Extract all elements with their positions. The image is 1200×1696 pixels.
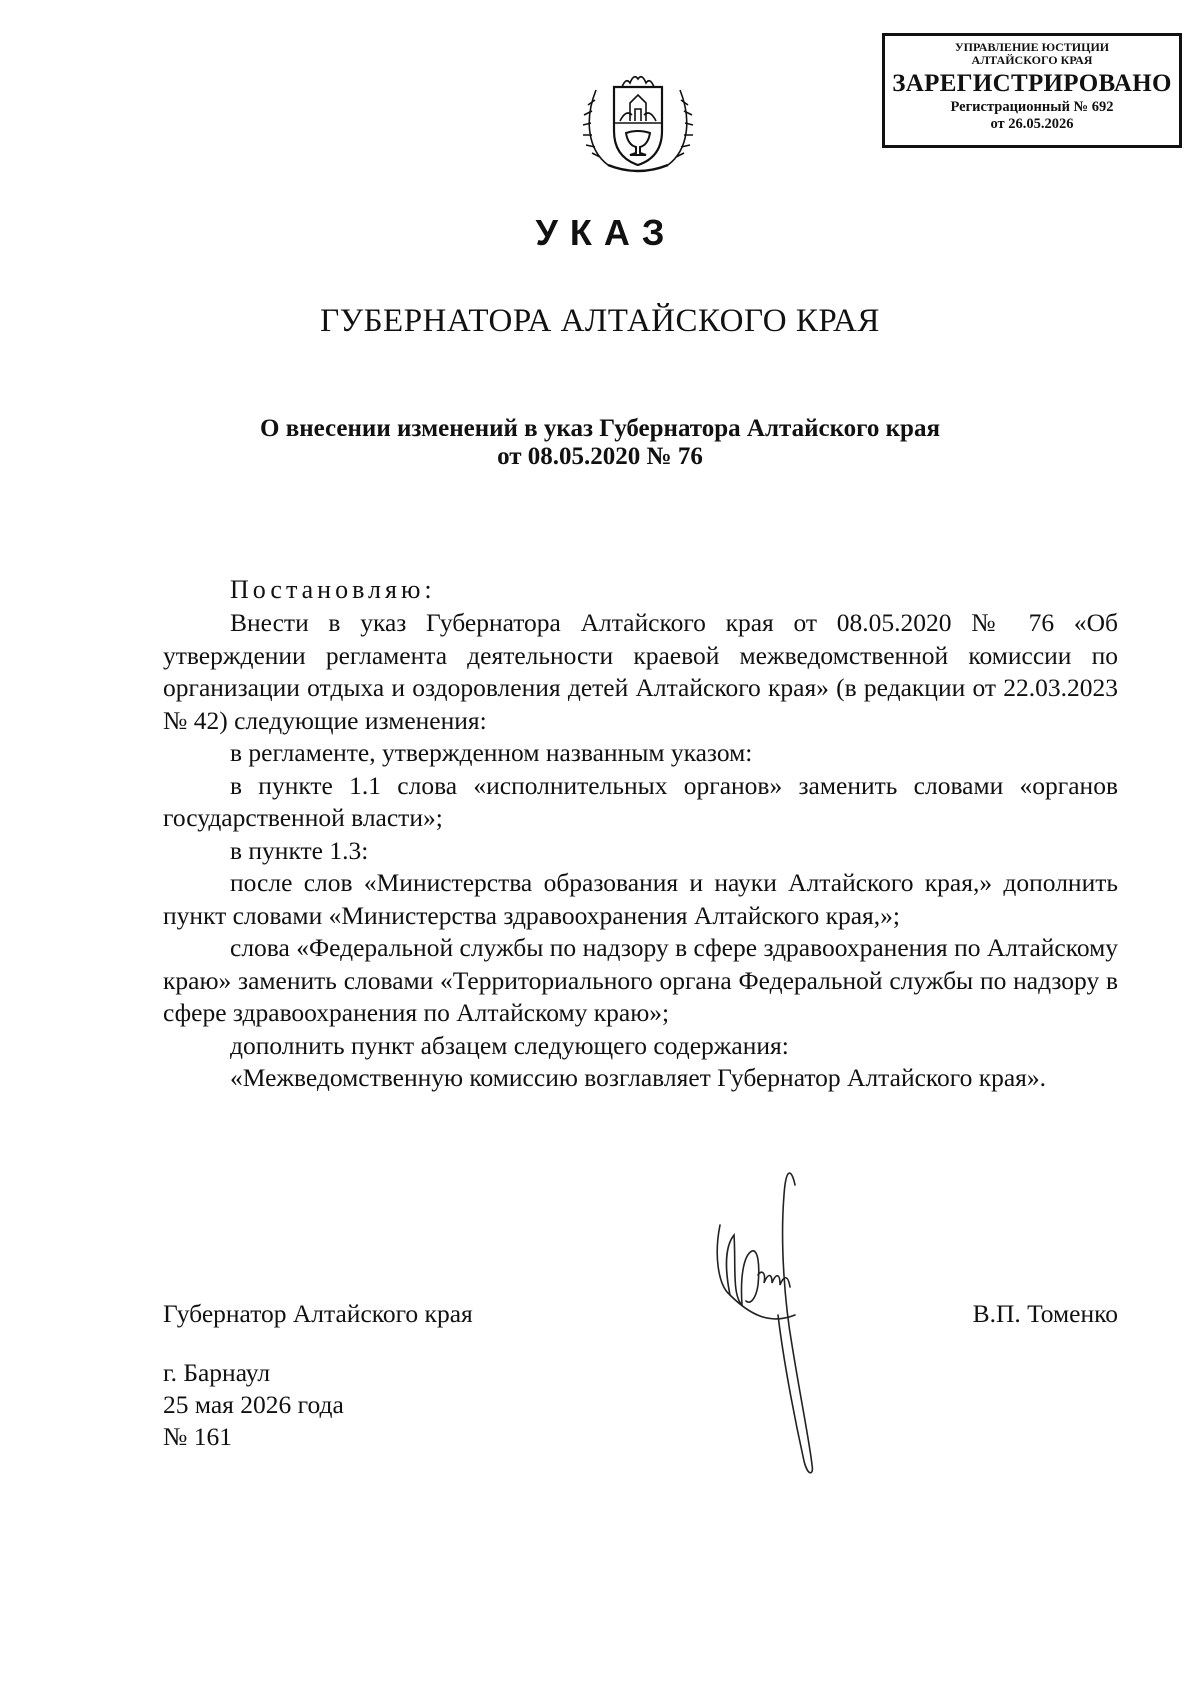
document-subject — [0, 415, 1200, 471]
resolve-heading: Постановляю: — [230, 575, 436, 604]
footer-number: № 161 — [163, 1422, 232, 1451]
document-footer — [163, 1357, 344, 1453]
stamp-reg-date: от 26.05.2026 — [990, 116, 1074, 132]
body-paragraph: в пункте 1.3: — [230, 835, 369, 865]
handwritten-signature-icon — [700, 1165, 870, 1485]
stamp-org-line2: АЛТАЙСКОГО КРАЯ — [971, 53, 1093, 67]
body-paragraph: дополнить пункт абзацем следующего содержания: — [230, 1030, 789, 1060]
registration-stamp — [882, 33, 1182, 148]
stamp-org — [885, 41, 1179, 67]
issuer-title: ГУБЕРНАТОРА АЛТАЙСКОГО КРАЯ — [320, 303, 880, 339]
document-body — [163, 607, 1118, 1095]
body-paragraph: после слов «Министерства образования и науки Алтайского края,» дополнить пункт словами «Министерства здравоохранения Алтайского края,»; — [163, 868, 1118, 930]
stamp-reg-number: Регистрационный № 692 — [950, 99, 1114, 115]
body-paragraph: Внести в указ Губернатора Алтайского края от 08.05.2020 № 76 «Об утверждении регламента деятельности краевой межведомственной комиссии по организации отдыха и оздоровления детей Алтайского края» (в редакции от 22.03.2023 № 42) следующие изменения: — [163, 608, 1118, 735]
altai-krai-coat-of-arms-icon — [578, 65, 698, 180]
subject-line-1: О внесении изменений в указ Губернатора Алтайского края — [260, 415, 940, 442]
signatory-name: В.П. Томенко — [972, 1299, 1118, 1328]
body-paragraph: слова «Федеральной службы по надзору в сфере здравоохранения по Алтайскому краю» заменить словами «Территориального органа Федеральной службы по надзору в сфере здравоохранения по Алтайскому краю»; — [163, 933, 1118, 1027]
body-paragraph: «Межведомственную комиссию возглавляет Губернатор Алтайского края». — [230, 1063, 1047, 1092]
footer-date: 25 мая 2026 года — [163, 1390, 344, 1419]
signatory-position: Губернатор Алтайского края — [163, 1299, 473, 1328]
footer-city: г. Барнаул — [163, 1358, 271, 1387]
stamp-org-line1: УПРАВЛЕНИЕ ЮСТИЦИИ — [954, 40, 1110, 54]
stamp-registered: ЗАРЕГИСТРИРОВАНО — [892, 70, 1172, 97]
body-paragraph: в пункте 1.1 слова «исполнительных органов» заменить словами «органов государственной власти»; — [163, 770, 1118, 832]
subject-line-2: от 08.05.2020 № 76 — [497, 443, 703, 470]
document-type-title: УКАЗ — [535, 212, 677, 253]
body-paragraph: в регламенте, утвержденном названным указом: — [230, 738, 753, 767]
